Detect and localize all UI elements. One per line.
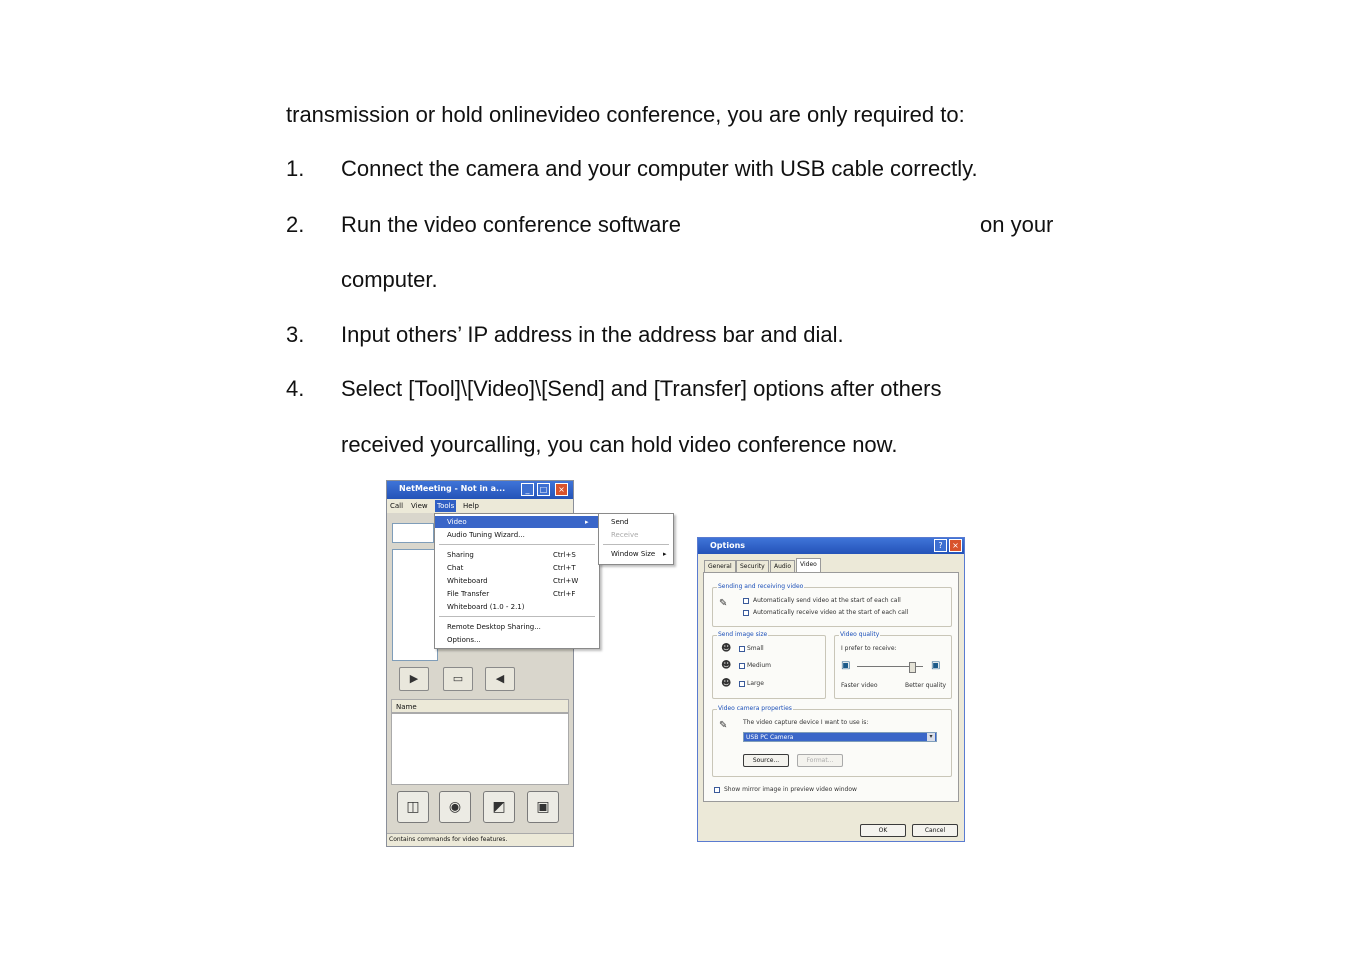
call-toolbar-button[interactable]: ▶ — [399, 667, 429, 691]
menu-bar — [387, 499, 573, 513]
name-column-header[interactable]: Name — [391, 699, 569, 713]
address-input[interactable] — [392, 523, 434, 543]
step-text: Select [Tool]\[Video]\[Send] and [Transfer] options after others — [341, 376, 942, 401]
medium-size-radio[interactable] — [739, 663, 745, 669]
dialog-title: Options — [710, 541, 746, 550]
better-quality-label: Better quality — [905, 682, 947, 689]
faster-video-icon: ▣ — [841, 660, 851, 671]
small-size-label: Small — [747, 645, 764, 652]
submenu-item-send[interactable]: Send — [611, 518, 629, 526]
window-title: NetMeeting - Not in a... — [399, 484, 506, 493]
menu-item-remote-desktop[interactable]: Remote Desktop Sharing... — [447, 623, 541, 631]
medium-size-icon: ☻ — [721, 660, 732, 671]
medium-size-label: Medium — [747, 662, 771, 669]
volume-toolbar-button[interactable]: ◀ — [485, 667, 515, 691]
minimize-icon[interactable]: _ — [521, 483, 534, 496]
source-button[interactable]: Source... — [743, 754, 789, 767]
quality-prompt: I prefer to receive: — [841, 645, 897, 652]
menu-help[interactable]: Help — [463, 502, 479, 510]
small-size-radio[interactable] — [739, 646, 745, 652]
group-label: Video quality — [840, 631, 880, 638]
cancel-button[interactable]: Cancel — [912, 824, 958, 837]
capture-group — [712, 705, 952, 777]
participant-list — [391, 713, 569, 785]
step-text: Connect the camera and your computer with USB cable correctly. — [341, 156, 978, 181]
step-number: 4. — [286, 376, 305, 401]
mirror-label: Show mirror image in preview video window — [724, 786, 857, 793]
faster-video-label: Faster video — [841, 682, 878, 689]
maximize-icon[interactable]: □ — [537, 483, 550, 496]
chat-button[interactable]: ◉ — [439, 791, 471, 823]
help-icon[interactable]: ? — [934, 539, 947, 552]
picture-toolbar-button[interactable]: ▭ — [443, 667, 473, 691]
tab-general[interactable]: General — [704, 560, 736, 572]
options-dialog — [697, 537, 965, 842]
menu-call[interactable]: Call — [390, 502, 404, 510]
group-label: Video camera properties — [718, 705, 792, 712]
submenu-item-window-size[interactable]: Window Size ▸ — [611, 550, 667, 558]
menu-item-options[interactable]: Options... — [447, 636, 481, 644]
large-size-label: Large — [747, 680, 764, 687]
quality-group — [834, 631, 952, 699]
group-label: Send image size — [718, 631, 768, 638]
close-icon[interactable]: × — [555, 483, 568, 496]
dialog-title-bar — [698, 538, 964, 554]
menu-item-old-whiteboard[interactable]: Whiteboard (1.0 - 2.1) — [447, 603, 525, 611]
ok-button[interactable]: OK — [860, 824, 906, 837]
sending-group — [712, 583, 952, 627]
step-text-end: on your — [980, 212, 1054, 237]
close-icon[interactable]: × — [949, 539, 962, 552]
menu-tools[interactable]: Tools — [437, 502, 455, 510]
camera-icon: ✎ — [719, 598, 728, 609]
transfer-button[interactable]: ▣ — [527, 791, 559, 823]
video-tab-panel — [703, 572, 959, 802]
step-text-cont: computer. — [341, 267, 438, 292]
auto-send-label: Automatically send video at the start of each call — [753, 597, 901, 604]
step-number: 1. — [286, 156, 305, 181]
group-label: Sending and receiving video — [718, 583, 804, 590]
step-text-cont: received yourcalling, you can hold video conference now. — [341, 432, 898, 457]
mirror-checkbox[interactable] — [714, 787, 720, 793]
menu-view[interactable]: View — [411, 502, 428, 510]
large-size-icon: ☻ — [721, 678, 732, 689]
large-size-radio[interactable] — [739, 681, 745, 687]
tab-security[interactable]: Security — [736, 560, 769, 572]
menu-item-file-transfer[interactable]: File Transfer Ctrl+F — [447, 590, 576, 598]
share-button[interactable]: ◫ — [397, 791, 429, 823]
video-submenu — [598, 513, 674, 565]
menu-item-audio-tuning[interactable]: Audio Tuning Wizard... — [447, 531, 525, 539]
auto-receive-checkbox[interactable] — [743, 610, 749, 616]
image-size-group — [712, 631, 826, 699]
auto-receive-label: Automatically receive video at the start of each call — [753, 609, 909, 616]
video-area — [392, 549, 438, 661]
intro-line: transmission or hold onlinevideo conference, you are only required to: — [286, 102, 965, 127]
better-quality-icon: ▣ — [931, 660, 941, 671]
menu-item-chat[interactable]: Chat Ctrl+T — [447, 564, 576, 572]
status-bar: Contains commands for video features. — [387, 833, 573, 846]
step-text: Run the video conference software — [341, 212, 681, 237]
menu-item-whiteboard[interactable]: Whiteboard Ctrl+W — [447, 577, 579, 585]
chevron-down-icon[interactable]: ▾ — [927, 733, 935, 741]
menu-separator — [439, 544, 595, 545]
whiteboard-button[interactable]: ◩ — [483, 791, 515, 823]
device-selected-value: USB PC Camera — [746, 734, 794, 741]
menu-separator — [603, 544, 669, 545]
title-bar — [387, 481, 573, 499]
tab-video[interactable]: Video — [796, 558, 821, 572]
step-number: 2. — [286, 212, 305, 237]
submenu-item-receive[interactable]: Receive — [611, 531, 639, 539]
quality-slider-thumb[interactable] — [909, 662, 916, 673]
format-button[interactable]: Format... — [797, 754, 843, 767]
tools-menu — [434, 513, 600, 649]
device-select[interactable] — [743, 732, 937, 742]
auto-send-checkbox[interactable] — [743, 598, 749, 604]
tab-audio[interactable]: Audio — [770, 560, 795, 572]
step-number: 3. — [286, 322, 305, 347]
small-size-icon: ☻ — [721, 643, 732, 654]
camera-icon: ✎ — [719, 720, 728, 731]
step-text: Input others’ IP address in the address bar and dial. — [341, 322, 844, 347]
menu-item-video[interactable]: Video ▸ — [435, 516, 599, 528]
menu-item-sharing[interactable]: Sharing Ctrl+S — [447, 551, 576, 559]
capture-prompt: The video capture device I want to use is: — [743, 719, 869, 726]
menu-separator — [439, 616, 595, 617]
